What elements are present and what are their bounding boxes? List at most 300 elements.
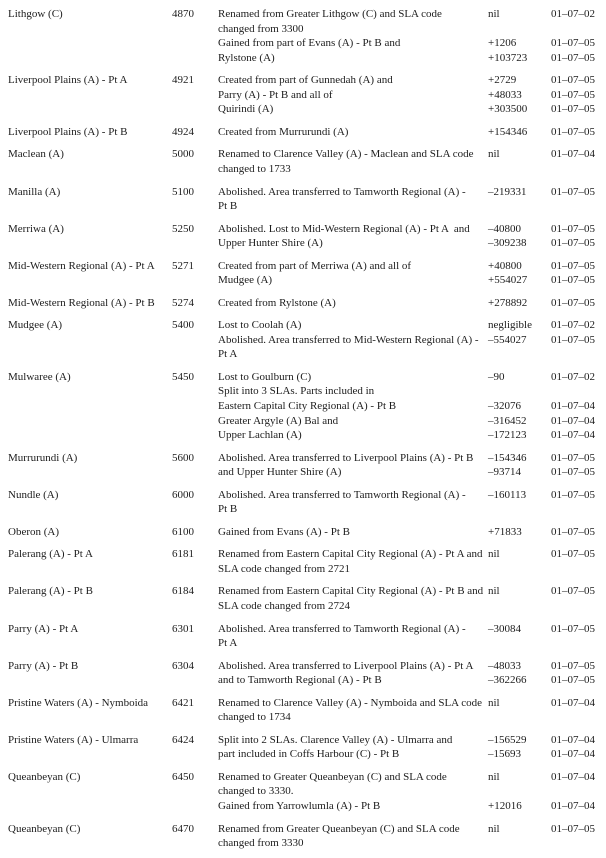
effective-date <box>548 599 598 614</box>
table-line <box>8 22 606 37</box>
table-line <box>8 770 606 785</box>
area-name <box>8 88 168 103</box>
table-line <box>8 273 606 288</box>
change-description: Renamed to Clarence Valley (A) - Maclean and SLA code <box>218 148 474 161</box>
change-description: Abolished. Lost to Mid-Western Regional (A) - Pt A and <box>218 222 470 235</box>
effective-date: 01–07–05 <box>551 296 595 309</box>
population-change: –172123 <box>488 429 527 442</box>
effective-date <box>548 22 598 37</box>
table-line <box>8 73 606 88</box>
population-change: –156529 <box>488 733 527 746</box>
area-name: Lithgow (C) <box>8 8 63 20</box>
sla-code <box>168 799 194 814</box>
area-name: Nundle (A) <box>8 488 59 501</box>
change-description: part included in Coffs Harbour (C) - Pt B <box>218 748 400 761</box>
table-line <box>8 199 606 214</box>
sla-code <box>168 333 194 348</box>
effective-date: 01–07–02 <box>551 319 595 332</box>
effective-date: 01–07–05 <box>551 622 595 635</box>
effective-date: 01–07–02 <box>551 370 595 383</box>
effective-date <box>548 836 598 851</box>
effective-date <box>548 710 598 725</box>
table-row-group <box>8 318 606 362</box>
effective-date <box>548 347 598 362</box>
change-description: Gained from Yarrowlumla (A) - Pt B <box>218 800 381 813</box>
population-change <box>486 347 548 362</box>
effective-date: 01–07–05 <box>551 333 595 346</box>
area-name: Mulwaree (A) <box>8 370 71 383</box>
change-description: Abolished. Area transferred to Mid-Western Regional (A) - <box>218 333 479 346</box>
area-name: Palerang (A) - Pt A <box>8 548 93 561</box>
table-line <box>8 384 606 399</box>
sla-code: 5100 <box>172 185 194 198</box>
effective-date: 01–07–05 <box>551 88 595 101</box>
area-name <box>8 747 168 762</box>
sla-code: 6450 <box>172 770 194 783</box>
sla-code: 4870 <box>172 8 194 20</box>
effective-date: 01–07–04 <box>551 748 595 761</box>
sla-code <box>168 636 194 651</box>
population-change: +2729 <box>488 74 517 87</box>
area-name: Oberon (A) <box>8 525 60 538</box>
population-change <box>486 502 548 517</box>
population-change: –93714 <box>488 466 521 479</box>
change-description: Abolished. Area transferred to Tamworth Regional (A) - <box>218 488 466 501</box>
table-line <box>8 502 606 517</box>
change-description: Greater Argyle (A) Bal and <box>218 414 339 427</box>
area-name <box>8 599 168 614</box>
population-change <box>486 22 548 37</box>
area-name <box>8 22 168 37</box>
sla-change-table <box>8 7 606 851</box>
population-change <box>486 599 548 614</box>
effective-date: 01–07–05 <box>551 222 595 235</box>
area-name <box>8 102 168 117</box>
sla-code: 6184 <box>172 585 194 598</box>
population-change: –48033 <box>488 659 521 672</box>
sla-code: 4924 <box>172 125 194 138</box>
change-description: Upper Lachlan (A) <box>218 429 302 442</box>
population-change: nil <box>488 148 500 161</box>
sla-code <box>168 562 194 577</box>
effective-date: 01–07–05 <box>551 125 595 138</box>
area-name <box>8 199 168 214</box>
population-change: –90 <box>488 370 505 383</box>
sla-code <box>168 747 194 762</box>
area-name: Parry (A) - Pt B <box>8 659 79 672</box>
sla-code <box>168 162 194 177</box>
change-description: Rylstone (A) <box>218 51 275 64</box>
area-name <box>8 273 168 288</box>
change-description: Renamed from Greater Queanbeyan (C) and SLA code <box>218 822 460 835</box>
effective-date: 01–07–05 <box>551 674 595 687</box>
area-name: Mudgee (A) <box>8 319 63 332</box>
table-line <box>8 836 606 851</box>
population-change <box>486 562 548 577</box>
table-line <box>8 547 606 562</box>
population-change: +278892 <box>488 296 528 309</box>
table-line <box>8 162 606 177</box>
table-line <box>8 125 606 140</box>
sla-code: 6424 <box>172 733 194 746</box>
population-change: +40800 <box>488 259 522 272</box>
effective-date: 01–07–05 <box>551 466 595 479</box>
change-description: Created from Murrurundi (A) <box>218 125 349 138</box>
table-row-group <box>8 547 606 576</box>
effective-date: 01–07–04 <box>551 733 595 746</box>
area-name <box>8 465 168 480</box>
population-change <box>486 162 548 177</box>
effective-date: 01–07–05 <box>551 585 595 598</box>
change-description: Gained from part of Evans (A) - Pt B and <box>218 37 401 50</box>
area-name <box>8 347 168 362</box>
area-name <box>8 36 168 51</box>
sla-code: 6181 <box>172 548 194 561</box>
effective-date: 01–07–05 <box>551 185 595 198</box>
table-row-group <box>8 525 606 540</box>
sla-code <box>168 273 194 288</box>
area-name: Maclean (A) <box>8 148 64 161</box>
effective-date: 01–07–02 <box>551 8 595 20</box>
change-description: Lost to Coolah (A) <box>218 319 302 332</box>
table-line <box>8 451 606 466</box>
effective-date: 01–07–05 <box>551 74 595 87</box>
population-change: +1206 <box>488 37 517 50</box>
effective-date <box>548 636 598 651</box>
change-description: Mudgee (A) <box>218 274 273 287</box>
sla-code: 6304 <box>172 659 194 672</box>
population-change: –219331 <box>488 185 527 198</box>
sla-code: 6470 <box>172 822 194 835</box>
sla-code <box>168 51 194 66</box>
effective-date: 01–07–04 <box>551 400 595 413</box>
change-description: Lost to Goulburn (C) <box>218 370 312 383</box>
area-name <box>8 399 168 414</box>
sla-code: 5600 <box>172 451 194 464</box>
table-line <box>8 465 606 480</box>
effective-date: 01–07–05 <box>551 548 595 561</box>
area-name: Parry (A) - Pt A <box>8 622 79 635</box>
effective-date: 01–07–05 <box>551 659 595 672</box>
population-change <box>486 384 548 399</box>
population-change: +48033 <box>488 88 522 101</box>
change-description: Abolished. Area transferred to Tamworth Regional (A) - <box>218 622 466 635</box>
table-line <box>8 696 606 711</box>
table-line <box>8 236 606 251</box>
sla-code: 6000 <box>172 488 194 501</box>
table-row-group <box>8 296 606 311</box>
population-change: –309238 <box>488 237 527 250</box>
change-description: Created from Rylstone (A) <box>218 296 336 309</box>
effective-date: 01–07–04 <box>551 696 595 709</box>
table-row-group <box>8 488 606 517</box>
population-change: +103723 <box>488 51 528 64</box>
population-change: nil <box>488 548 500 561</box>
table-row-group <box>8 125 606 140</box>
population-change <box>486 836 548 851</box>
effective-date: 01–07–04 <box>551 800 595 813</box>
population-change: +154346 <box>488 125 528 138</box>
area-name: Murrurundi (A) <box>8 451 78 464</box>
population-change: +12016 <box>488 800 522 813</box>
change-description: Parry (A) - Pt B and all of <box>218 88 333 101</box>
area-name <box>8 502 168 517</box>
effective-date: 01–07–04 <box>551 414 595 427</box>
area-name <box>8 162 168 177</box>
table-line <box>8 747 606 762</box>
change-description: Pt B <box>218 503 238 516</box>
population-change: nil <box>488 585 500 598</box>
table-line <box>8 822 606 837</box>
sla-code <box>168 36 194 51</box>
sla-code <box>168 199 194 214</box>
change-description: Renamed from Greater Lithgow (C) and SLA code <box>218 8 442 20</box>
change-description: SLA code changed from 2724 <box>218 600 350 613</box>
change-description: Abolished. Area transferred to Liverpool Plains (A) - Pt B <box>218 451 474 464</box>
population-change: nil <box>488 770 500 783</box>
table-line <box>8 222 606 237</box>
sla-code: 6301 <box>172 622 194 635</box>
population-change: –362266 <box>488 674 527 687</box>
sla-code: 5000 <box>172 148 194 161</box>
sla-code: 5450 <box>172 370 194 383</box>
sla-code: 6421 <box>172 696 194 709</box>
area-name <box>8 784 168 799</box>
population-change: nil <box>488 8 500 20</box>
sla-code <box>168 784 194 799</box>
effective-date: 01–07–05 <box>551 259 595 272</box>
effective-date: 01–07–05 <box>551 51 595 64</box>
area-name <box>8 51 168 66</box>
table-row-group <box>8 222 606 251</box>
sla-code <box>168 22 194 37</box>
area-name <box>8 836 168 851</box>
area-name <box>8 428 168 443</box>
effective-date: 01–07–05 <box>551 525 595 538</box>
effective-date <box>548 199 598 214</box>
table-line <box>8 562 606 577</box>
table-row-group <box>8 451 606 480</box>
population-change: +554027 <box>488 274 528 287</box>
population-change: –15693 <box>488 748 521 761</box>
area-name: Liverpool Plains (A) - Pt A <box>8 74 128 87</box>
sla-code <box>168 384 194 399</box>
table-line <box>8 102 606 117</box>
area-name: Palerang (A) - Pt B <box>8 585 93 598</box>
sla-code <box>168 428 194 443</box>
effective-date: 01–07–05 <box>551 488 595 501</box>
table-line <box>8 799 606 814</box>
population-change <box>486 636 548 651</box>
area-name <box>8 799 168 814</box>
area-name <box>8 414 168 429</box>
table-line <box>8 370 606 385</box>
change-description: Renamed to Greater Queanbeyan (C) and SLA code <box>218 770 447 783</box>
effective-date: 01–07–05 <box>551 274 595 287</box>
change-description: Split into 2 SLAs. Clarence Valley (A) - Ulmarra and <box>218 733 453 746</box>
table-line <box>8 784 606 799</box>
table-row-group <box>8 622 606 651</box>
change-description: Abolished. Area transferred to Liverpool Plains (A) - Pt A <box>218 659 474 672</box>
table-row-group <box>8 733 606 762</box>
change-description: changed to 3330. <box>218 785 294 798</box>
table-row-group <box>8 147 606 176</box>
table-line <box>8 659 606 674</box>
change-description: Renamed from Eastern Capital City Regional (A) - Pt A and <box>218 548 483 561</box>
change-description: Abolished. Area transferred to Tamworth Regional (A) - <box>218 185 466 198</box>
table-line <box>8 733 606 748</box>
area-name <box>8 236 168 251</box>
table-line <box>8 36 606 51</box>
table-row-group <box>8 822 606 851</box>
change-description: Created from part of Merriwa (A) and all of <box>218 259 412 272</box>
table-line <box>8 673 606 688</box>
change-description: SLA code changed from 2721 <box>218 562 350 575</box>
area-name <box>8 673 168 688</box>
effective-date: 01–07–05 <box>551 237 595 250</box>
population-change: +303500 <box>488 103 528 116</box>
sla-code: 5274 <box>172 296 194 309</box>
effective-date <box>548 562 598 577</box>
effective-date <box>548 162 598 177</box>
change-description: Pt B <box>218 200 238 213</box>
change-description: Eastern Capital City Regional (A) - Pt B <box>218 400 397 413</box>
sla-code <box>168 836 194 851</box>
table-line <box>8 333 606 348</box>
population-change <box>486 710 548 725</box>
population-change: nil <box>488 696 500 709</box>
table-row-group <box>8 770 606 814</box>
change-description: Upper Hunter Shire (A) <box>218 237 323 250</box>
table-row-group <box>8 185 606 214</box>
sla-code: 5250 <box>172 222 194 235</box>
sla-code <box>168 414 194 429</box>
change-description: Pt A <box>218 637 238 650</box>
effective-date: 01–07–05 <box>551 451 595 464</box>
area-name <box>8 636 168 651</box>
change-description: changed from 3330 <box>218 837 304 850</box>
table-line <box>8 710 606 725</box>
sla-code <box>168 102 194 117</box>
table-line <box>8 88 606 103</box>
table-line <box>8 488 606 503</box>
table-line <box>8 584 606 599</box>
population-change: +71833 <box>488 525 522 538</box>
population-change: –30084 <box>488 622 521 635</box>
table-line <box>8 347 606 362</box>
sla-code <box>168 599 194 614</box>
sla-code <box>168 399 194 414</box>
table-row-group <box>8 73 606 117</box>
change-description: and to Tamworth Regional (A) - Pt B <box>218 674 382 687</box>
population-change <box>486 784 548 799</box>
sla-code <box>168 465 194 480</box>
table-line <box>8 147 606 162</box>
area-name <box>8 384 168 399</box>
sla-code <box>168 502 194 517</box>
change-description: Gained from Evans (A) - Pt B <box>218 525 350 538</box>
population-change <box>486 199 548 214</box>
area-name: Pristine Waters (A) - Nymboida <box>8 696 149 709</box>
area-name: Mid-Western Regional (A) - Pt A <box>8 259 155 272</box>
table-line <box>8 525 606 540</box>
table-row-group <box>8 584 606 613</box>
population-change: –554027 <box>488 333 527 346</box>
area-name: Manilla (A) <box>8 185 61 198</box>
area-name <box>8 333 168 348</box>
change-description: changed to 1733 <box>218 163 291 176</box>
table-line <box>8 399 606 414</box>
area-name: Mid-Western Regional (A) - Pt B <box>8 296 155 309</box>
sla-code: 4921 <box>172 74 194 87</box>
sla-code <box>168 88 194 103</box>
area-name: Queanbeyan (C) <box>8 822 81 835</box>
table-row-group <box>8 659 606 688</box>
table-line <box>8 296 606 311</box>
sla-code <box>168 673 194 688</box>
population-change: –40800 <box>488 222 521 235</box>
area-name <box>8 562 168 577</box>
table-row-group <box>8 259 606 288</box>
table-line <box>8 622 606 637</box>
table-line <box>8 636 606 651</box>
table-line <box>8 414 606 429</box>
table-line <box>8 428 606 443</box>
change-description: Renamed from Eastern Capital City Regional (A) - Pt B and <box>218 585 484 598</box>
effective-date: 01–07–04 <box>551 770 595 783</box>
sla-code: 5400 <box>172 319 194 332</box>
effective-date: 01–07–05 <box>551 103 595 116</box>
change-description: Split into 3 SLAs. Parts included in <box>218 385 375 398</box>
effective-date <box>548 784 598 799</box>
area-name: Merriwa (A) <box>8 222 64 235</box>
table-line <box>8 318 606 333</box>
table-line <box>8 259 606 274</box>
population-change: –316452 <box>488 414 527 427</box>
change-description: Created from part of Gunnedah (A) and <box>218 74 393 87</box>
population-change: –32076 <box>488 400 521 413</box>
population-change: nil <box>488 822 500 835</box>
effective-date: 01–07–05 <box>551 37 595 50</box>
change-description: Renamed to Clarence Valley (A) - Nymboida and SLA code <box>218 696 483 709</box>
sla-code: 5271 <box>172 259 194 272</box>
effective-date: 01–07–05 <box>551 822 595 835</box>
sla-code <box>168 236 194 251</box>
change-description: and Upper Hunter Shire (A) <box>218 466 342 479</box>
area-name <box>8 710 168 725</box>
effective-date: 01–07–04 <box>551 148 595 161</box>
area-name: Pristine Waters (A) - Ulmarra <box>8 733 139 746</box>
area-name: Queanbeyan (C) <box>8 770 81 783</box>
population-change: –154346 <box>488 451 527 464</box>
table-line <box>8 599 606 614</box>
table-line <box>8 185 606 200</box>
change-description: Pt A <box>218 348 238 361</box>
table-row-group <box>8 696 606 725</box>
change-description: changed to 1734 <box>218 711 291 724</box>
table-line <box>8 7 606 22</box>
population-change: –160113 <box>488 488 527 501</box>
effective-date <box>548 384 598 399</box>
effective-date: 01–07–04 <box>551 429 595 442</box>
sla-code <box>168 347 194 362</box>
table-row-group <box>8 7 606 65</box>
sla-code: 6100 <box>172 525 194 538</box>
table-row-group <box>8 370 606 443</box>
effective-date <box>548 502 598 517</box>
population-change: negligible <box>488 319 532 332</box>
change-description: changed from 3300 <box>218 22 304 35</box>
